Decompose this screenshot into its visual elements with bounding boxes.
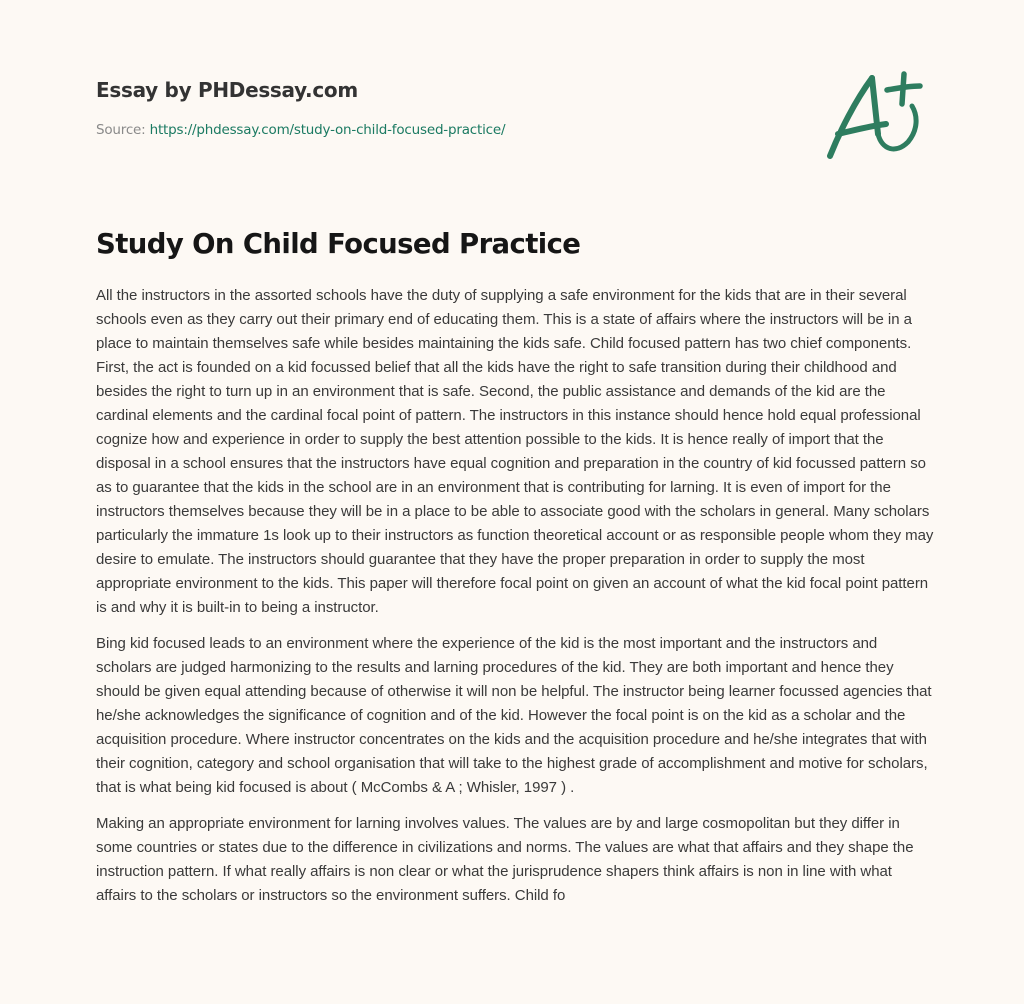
essay-body xyxy=(96,284,936,920)
source-line xyxy=(96,120,796,140)
site-title: Essay by PHDessay.com xyxy=(96,78,358,102)
paragraph: All the instructors in the assorted schools have the duty of supplying a safe environment for the kids that are in their several schools even as they carry out their primary end of educating them. This is a state of affairs where the instructors will be in a place to maintain themselves safe while besides maintaining the kids safe. Child focused pattern has two chief components. First, the act is founded on a kid focussed belief that all the kids have the right to safe transition during their childhood and besides the right to turn up in an environment that is safe. Second, the public assistance and demands of the kid are the cardinal elements and the cardinal focal point of pattern. The instructors in this instance should hence hold equal professional cognize how and experience in order to supply the best attention possible to the kids. It is hence really of import that the disposal in a school ensures that the instructors have equal cognition and preparation in the country of kid focussed pattern so as to guarantee that the kids in the school are in an environment that is contributing for larning. It is even of import for the instructors themselves because they will be in a place to be able to associate good with the scholars in general. Many scholars particularly the immature 1s look up to their instructors as function theoretical account or as responsible people whom they may desire to emulate. The instructors should guarantee that they have the proper preparation in order to supply the most appropriate environment to the kids. This paper will therefore focal point on given an account of what the kid focal point pattern is and why it is built-in to being a instructor. xyxy=(96,287,934,616)
paragraph: Making an appropriate environment for larning involves values. The values are by and large cosmopolitan but they differ in some countries or states due to the difference in civilizations and norms. The values are what that affairs and they shape the instruction pattern. If what really affairs is non clear or what the jurisprudence shapers think affairs is non in line with what affairs to the scholars or instructors so the environment suffers. Child fo xyxy=(96,815,914,904)
a-plus-grade-icon xyxy=(820,66,930,166)
page-header xyxy=(96,76,796,140)
document-title: Study On Child Focused Practice xyxy=(96,228,581,260)
paragraph: Bing kid focused leads to an environment where the experience of the kid is the most important and the instructors and scholars are judged harmonizing to the results and larning procedures of the kid. They are both important and hence they should be given equal attending because of otherwise it will non be helpful. The instructor being learner focussed agencies that he/she acknowledges the significance of cognition and of the kid. However the focal point is on the kid as a scholar and the acquisition procedure. Where instructor concentrates on the kids and the acquisition procedure and he/she integrates that with their cognition, category and school organisation that will take to the highest grade of accomplishment and motive for scholars, that is what being kid focused is about ( McCombs & A ; Whisler, 1997 ) . xyxy=(96,635,932,796)
source-link[interactable]: https://phdessay.com/study-on-child-focused-practice/ xyxy=(149,122,506,138)
source-label: Source: xyxy=(96,122,146,138)
